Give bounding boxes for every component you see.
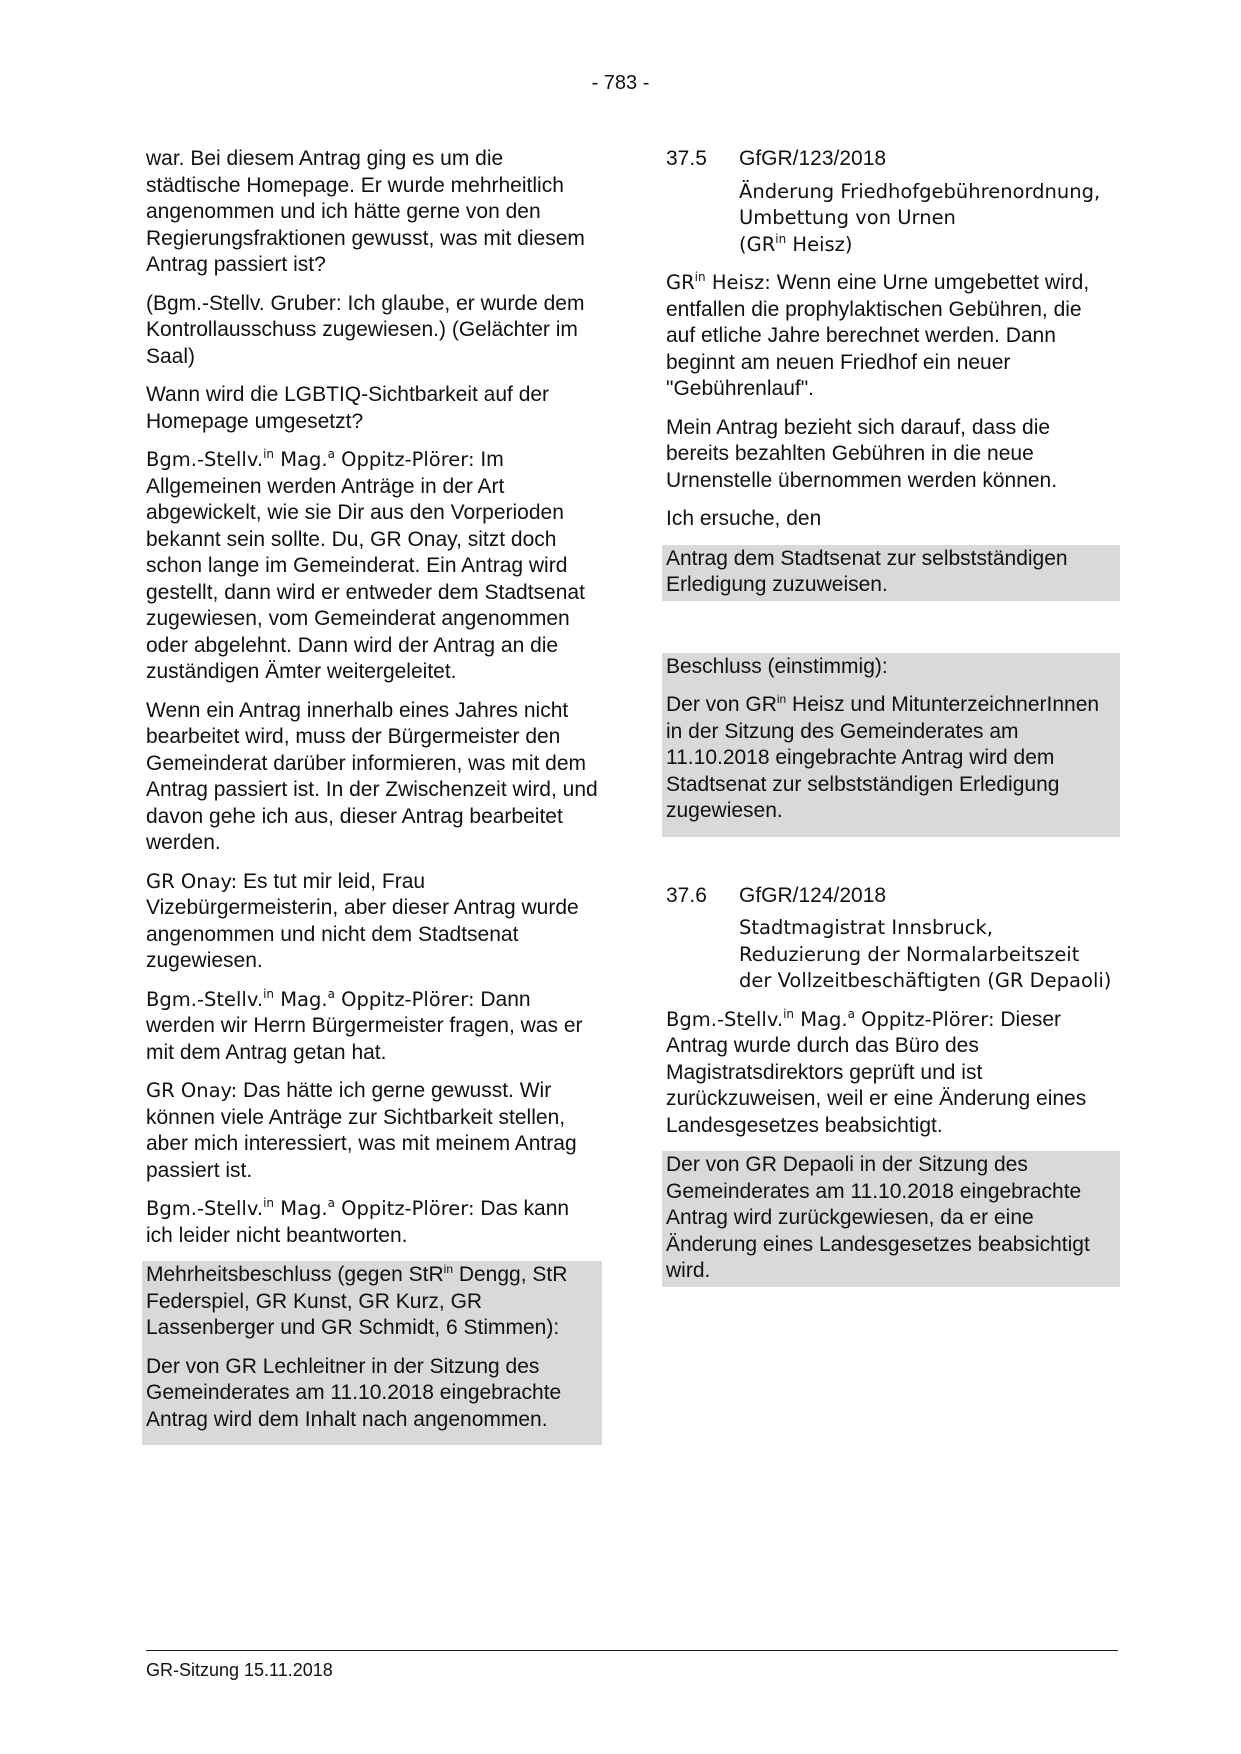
speaker-name: Bgm.-Stellv.$^{in}$ Mag.$^a$ Oppitz-Plörer: bbox=[146, 1196, 475, 1220]
speech-paragraph bbox=[146, 447, 598, 686]
paragraph: Wenn ein Antrag innerhalb eines Jahres nicht bearbeitet wird, muss der Bürgermeister den Gemeinderat darüber informieren, was mit dem Antrag passiert ist. In der Zwischenzeit wird, und davon gehe ich aus, dieser Antrag bearbeitet werden. bbox=[146, 698, 598, 854]
agenda-item-code: GfGR/124/2018 bbox=[739, 883, 887, 907]
agenda-item-header bbox=[666, 883, 1116, 910]
speaker-name: $GR^{in}$ Heisz: bbox=[666, 270, 771, 294]
motion-box: Antrag dem Stadtsenat zur selbstständigen Erledigung zuzuweisen. bbox=[662, 545, 1120, 601]
speaker-name: Bgm.-Stellv.$^{in}$ Mag.$^a$ Oppitz-Plörer: bbox=[146, 447, 475, 471]
speaker-name: GR Onay: bbox=[146, 1079, 238, 1102]
speech-text: Im Allgemeinen werden Anträge in der Art abgewickelt, wie sie Dir aus den Vorperioden bekannt sein sollte. Du, GR Onay, sitzt doch schon lange im Gemeinderat. Ein Antrag wird gestellt, dann wird er entweder dem Stadtsenat zugewiesen, vom Gemeinderat angenommen oder abgelehnt. Dann wird der Antrag an die zuständigen Ämter weitergeleitet. bbox=[146, 448, 585, 683]
speech-paragraph bbox=[146, 869, 598, 975]
agenda-item-code: GfGR/123/2018 bbox=[739, 147, 887, 170]
speech-text: Dieser Antrag wurde durch das Büro des Magistratsdirektors geprüft und ist zurückzuweisen, weil er eine Änderung eines Landesgesetzes beabsichtigt. bbox=[666, 1007, 1087, 1137]
left-column bbox=[146, 146, 598, 1445]
decision-box bbox=[662, 653, 1120, 837]
decision-box bbox=[142, 1261, 602, 1445]
footer-text: GR-Sitzung 15.11.2018 bbox=[146, 1660, 333, 1680]
speech-text: Wenn eine Urne umgebettet wird, entfallen die prophylaktischen Gebühren, die auf etliche Jahre berechnet werden. Dann beginnt am neuen Friedhof ein neuer "Gebührenlauf". bbox=[666, 271, 1090, 400]
speaker-name: GR Onay: bbox=[146, 869, 238, 893]
speech-paragraph bbox=[666, 270, 1116, 403]
footer-divider bbox=[146, 1650, 1118, 1651]
agenda-item-number: 37.5 bbox=[666, 147, 707, 170]
speech-paragraph bbox=[666, 1007, 1116, 1140]
paragraph: war. Bei diesem Antrag ging es um die städtische Homepage. Er wurde mehrheitlich angenommen und ich hätte gerne von den Regierungsfraktionen gewusst, was mit diesem Antrag passiert ist? bbox=[146, 147, 585, 276]
right-column bbox=[666, 146, 1116, 1299]
paragraph: Ich ersuche, den bbox=[666, 507, 822, 530]
speech-text: Es tut mir leid, Frau Vizebürgermeisterin, aber dieser Antrag wurde angenommen und nicht dem Stadtsenat zugewiesen. bbox=[146, 869, 579, 972]
paragraph: Wann wird die LGBTIQ-Sichtbarkeit auf der Homepage umgesetzt? bbox=[146, 383, 550, 433]
decision-text: Der von $GR^{in}$ Heisz und MitunterzeichnerInnen in der Sitzung des Gemeinderates am 11.10.2018 eingebrachte Antrag wird dem Stadtsenat zur selbstständigen Erledigung zugewiesen. bbox=[666, 692, 1100, 822]
speech-paragraph bbox=[146, 1196, 598, 1249]
decision-header: Beschluss (einstimmig): bbox=[666, 654, 888, 678]
agenda-item-header bbox=[666, 146, 1116, 173]
decision-box: Der von GR Depaoli in der Sitzung des Gemeinderates am 11.10.2018 eingebrachte Antrag wird zurückgewiesen, da er eine Änderung eines Landesgesetzes beabsichtigt wird. bbox=[662, 1151, 1120, 1287]
speech-text: Dann werden wir Herrn Bürgermeister fragen, was er mit dem Antrag getan hat. bbox=[146, 987, 583, 1064]
speech-text: Das hätte ich gerne gewusst. Wir können viele Anträge zur Sichtbarkeit stellen, aber mich interessiert, was mit meinem Antrag passiert ist. bbox=[146, 1079, 577, 1182]
paragraph: (Bgm.-Stellv. Gruber: Ich glaube, er wurde dem Kontrollausschuss zugewiesen.) (Gelächter im Saal) bbox=[146, 291, 585, 368]
decision-text: Der von GR Lechleitner in der Sitzung des Gemeinderates am 11.10.2018 eingebrachte Antrag wird dem Inhalt nach angenommen. bbox=[146, 1354, 562, 1431]
agenda-item-title: Änderung Friedhofgebührenordnung, Umbettung von Urnen ($GR^{in}$ Heisz) bbox=[739, 179, 1101, 256]
speech-text: Das kann ich leider nicht beantworten. bbox=[146, 1197, 570, 1247]
speech-paragraph bbox=[146, 987, 598, 1067]
agenda-item-number: 37.6 bbox=[666, 883, 707, 907]
speaker-name: Bgm.-Stellv.$^{in}$ Mag.$^a$ Oppitz-Plörer: bbox=[666, 1006, 995, 1031]
page-number: - 783 - bbox=[591, 72, 650, 94]
speaker-name: Bgm.-Stellv.$^{in}$ Mag.$^a$ Oppitz-Plörer: bbox=[146, 986, 475, 1011]
speech-paragraph bbox=[146, 1078, 598, 1184]
agenda-item-title: Stadtmagistrat Innsbruck, Reduzierung der Normalarbeitszeit der Vollzeitbeschäftigten (GR Depaoli) bbox=[739, 916, 1112, 992]
paragraph: Mein Antrag bezieht sich darauf, dass die bereits bezahlten Gebühren in die neue Urnenstelle übernommen werden können. bbox=[666, 415, 1058, 492]
decision-header: Mehrheitsbeschluss (gegen StR$^{in}$ Dengg, StR Federspiel, GR Kunst, GR Kurz, GR Lassenberger und GR Schmidt, 6 Stimmen): bbox=[146, 1262, 568, 1339]
